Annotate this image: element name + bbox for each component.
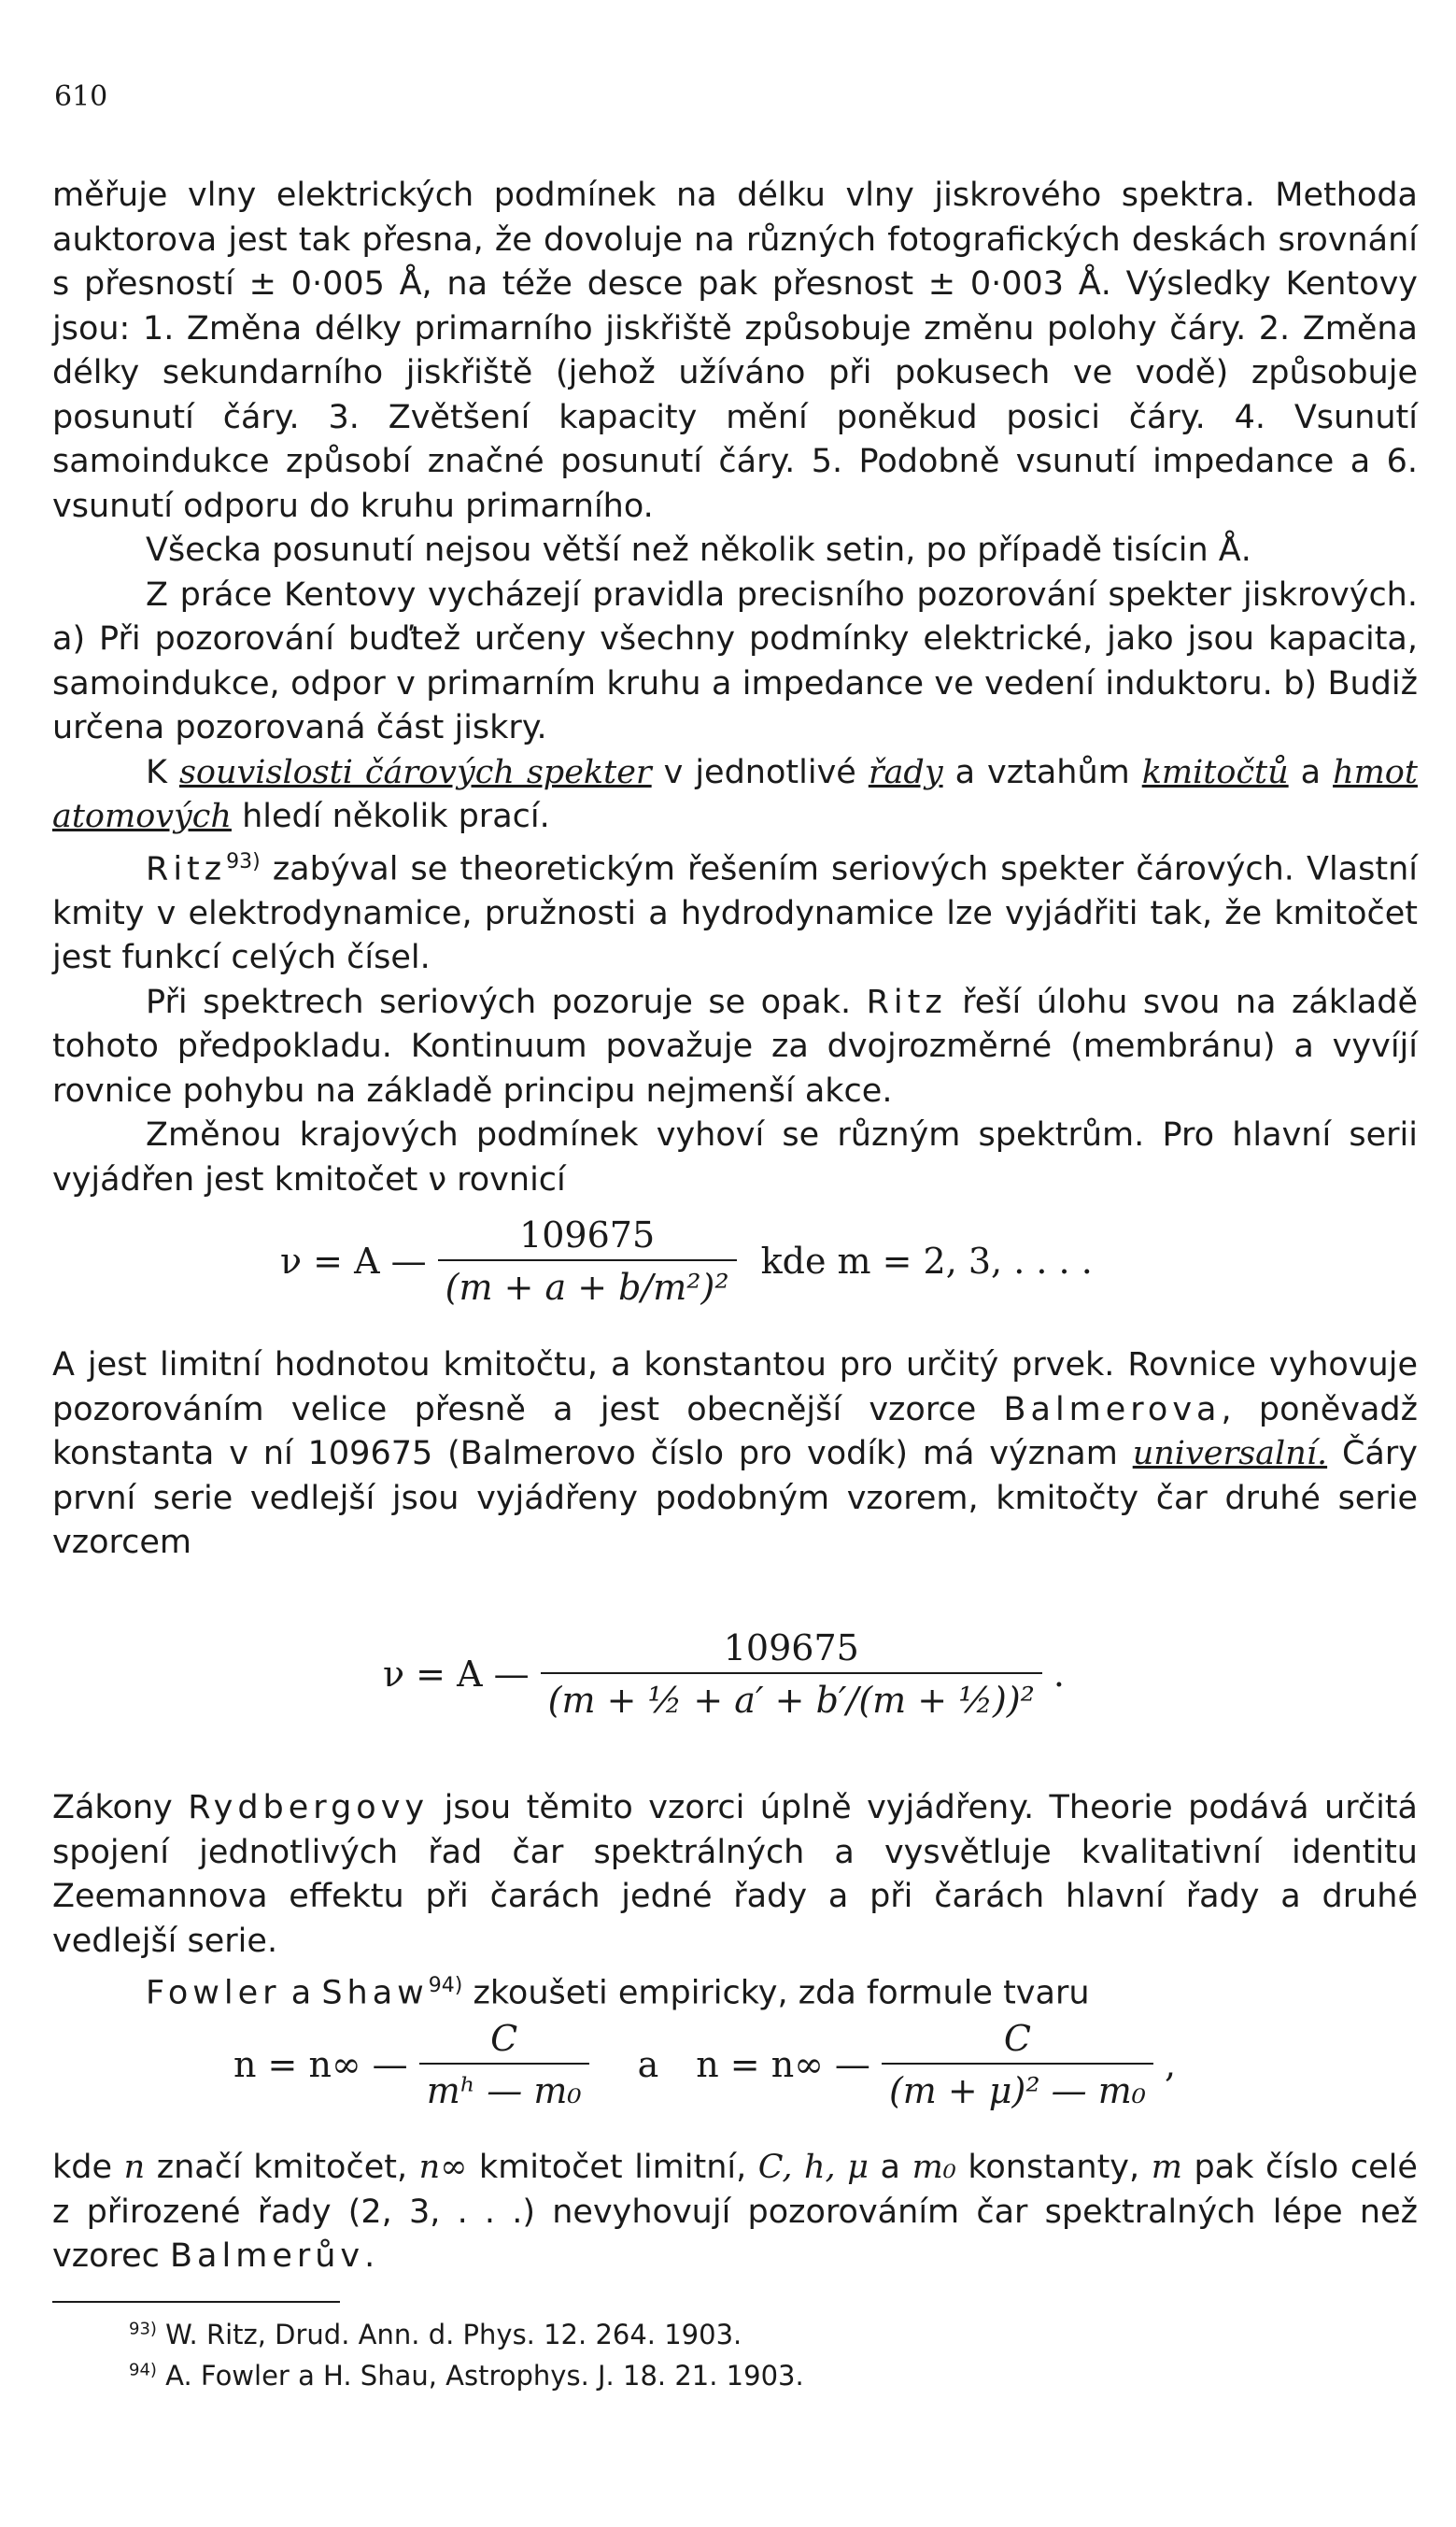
formula3-and: a bbox=[637, 2044, 659, 2085]
p11-n-inf: n∞ bbox=[418, 2149, 468, 2186]
p4-k: K bbox=[146, 753, 167, 791]
paragraph-6 bbox=[52, 981, 1418, 1114]
author-balmer-2: Balmerův bbox=[170, 2237, 365, 2275]
paragraph-9 bbox=[52, 1786, 1418, 1964]
p4-italic-3: kmitočtů bbox=[1141, 753, 1289, 791]
formula-second-series bbox=[383, 1627, 1065, 1721]
p6-text-2: řeší úlohu svou na základě tohoto předpokladu. Kontinuum považuje za dvojrozměrné (membránu) a vyvíjí rovnice pohybu na základě principu nejmenší akce. bbox=[52, 983, 1418, 1110]
footnote-ref-94: 94) bbox=[428, 1974, 463, 1997]
p10-and: a bbox=[290, 1974, 312, 2012]
footnote-94-mark: 94) bbox=[129, 2360, 157, 2380]
author-rydberg: Rydbergovy bbox=[188, 1789, 430, 1826]
formula1-denominator: (m + a + b/m²)² bbox=[438, 1259, 737, 1308]
paragraph-4 bbox=[52, 751, 1418, 840]
paragraph-3: Z práce Kentovy vycházejí pravidla precisního pozorování spekter jiskrových. a) Při pozorování buďtež určeny všechny podmínky elektrické, jako jsou kapacita, samoindukce, odpor v primarním kruhu a impedance ve vedení induktoru. b) Budiž určena pozorovaná část jiskry. bbox=[52, 575, 1418, 746]
footnote-93-text: W. Ritz, Drud. Ann. d. Phys. 12. 264. 1903. bbox=[165, 2319, 742, 2350]
p11-m0: m₀ bbox=[912, 2149, 956, 2186]
footnote-93-mark: 93) bbox=[129, 2319, 157, 2339]
formula1-fraction bbox=[438, 1214, 737, 1308]
p10-text: zkoušeti empiricky, zda formule tvaru bbox=[473, 1974, 1090, 2012]
body-text-middle bbox=[52, 1343, 1418, 1566]
p4-italic-1: souvislosti čárových spekter bbox=[178, 753, 652, 791]
body-text-bottom bbox=[52, 2146, 1418, 2279]
p8-text-1: A jest limitní hodnotou kmitočtu, a konstantou pro určitý prvek. Rovnice vyhovuje pozorováním velice přesně a jest obecnější vzorce bbox=[52, 1346, 1418, 1428]
formula2-numerator: 109675 bbox=[723, 1627, 859, 1668]
formula3-lhs-2: n = n∞ — bbox=[696, 2044, 870, 2085]
formula3-numerator-2: C bbox=[1003, 2018, 1031, 2059]
formula-main-series bbox=[280, 1214, 1093, 1308]
p8-text-2: , poněvadž konstanta v ní 109675 (Balmerovo číslo pro vodík) má význam bbox=[52, 1390, 1418, 1472]
p4-text-1: v jednotlivé bbox=[663, 753, 856, 791]
p11-constants: C, h, μ bbox=[757, 2149, 869, 2186]
paragraph-8 bbox=[52, 1343, 1418, 1566]
p11-n: n bbox=[123, 2149, 146, 2186]
p11-text-2: značí kmitočet, bbox=[156, 2149, 408, 2186]
p4-text-2: a vztahům bbox=[954, 753, 1130, 791]
p11-text-5: konstanty, bbox=[968, 2149, 1140, 2186]
p11-text-3: kmitočet limitní, bbox=[478, 2149, 747, 2186]
p11-text-7: . bbox=[364, 2237, 375, 2275]
author-fowler: Fowler bbox=[146, 1974, 281, 2012]
body-text-top bbox=[52, 174, 1418, 1202]
formula2-fraction bbox=[541, 1627, 1042, 1721]
footnote-ref-93: 93) bbox=[226, 849, 261, 873]
p5-text: zabýval se theoretickým řešením seriových spekter čárových. Vlastní kmity v elektrodynamice, pružnosti a hydrodynamice lze vyjádřiti tak, že kmitočet jest funkcí celých čísel. bbox=[52, 850, 1418, 977]
formula3-tail: , bbox=[1164, 2044, 1177, 2085]
formula3-denominator-1: mʰ — m₀ bbox=[419, 2063, 589, 2111]
p8-italic: universalní. bbox=[1132, 1435, 1328, 1472]
p11-text-6: pak číslo celé z přirozené řady (2, 3, . . .) nevyhovují pozorováním čar spektralných lépe než vzorec bbox=[52, 2149, 1418, 2275]
formula3-fraction-1 bbox=[419, 2018, 589, 2111]
p4-italic-4: hmot atomových bbox=[52, 753, 1418, 835]
paragraph-1: měřuje vlny elektrických podmínek na délku vlny jiskrového spektra. Methoda auktorova jest tak přesna, že dovoluje na různých fotografických deskách srovnání s přesností ± 0·005 Å, na téže desce pak přesnost ± 0·003 Å. Výsledky Kentovy jsou: 1. Změna délky primarního jiskřiště způsobuje změnu polohy čáry. 2. Změna délky sekundarního jiskřiště (jehož užíváno při pokusech ve vodě) způsobuje posunutí čáry. 3. Zvětšení kapacity mění poněkud posici čáry. 4. Vsunutí samoindukce způsobí značné posunutí čáry. 5. Podobně vsunutí impedance a 6. vsunutí odporu do kruhu primarního. bbox=[52, 177, 1418, 525]
formula1-numerator: 109675 bbox=[519, 1214, 656, 1256]
footnote-94-text: A. Fowler a H. Shau, Astrophys. J. 18. 21. 1903. bbox=[165, 2360, 804, 2392]
p4-text-3: a bbox=[1300, 753, 1322, 791]
p11-m: m bbox=[1151, 2149, 1182, 2186]
p9-text-2: jsou těmito vzorci úplně vyjádřeny. Theorie podává určitá spojení jednotlivých řad čar spektrálných a vysvětluje kvalitativní identitu Zeemannova effektu při čarách jedné řady a při čarách hlavní řady a druhé vedlejší serie. bbox=[52, 1789, 1418, 1960]
paragraph-7: Změnou krajových podmínek vyhoví se různým spektrům. Pro hlavní serii vyjádřen jest kmitočet ν rovnicí bbox=[52, 1116, 1418, 1199]
p11-text-4: a bbox=[880, 2149, 900, 2186]
p4-italic-2: řady bbox=[868, 753, 943, 791]
footnote-93 bbox=[129, 2319, 742, 2350]
p11-text-1: kde bbox=[52, 2149, 113, 2186]
author-ritz: Ritz bbox=[146, 850, 227, 888]
formula3-numerator-1: C bbox=[490, 2018, 518, 2059]
footnote-94 bbox=[129, 2360, 804, 2392]
p9-text-1: Zákony bbox=[52, 1789, 173, 1826]
formula2-lhs: ν = A — bbox=[383, 1654, 530, 1695]
page-number: 610 bbox=[54, 80, 108, 113]
p8-text-3: Čáry první serie vedlejší jsou vyjádřeny podobným vzorem, kmitočty čar druhé serie vzorcem bbox=[52, 1435, 1418, 1561]
formula1-lhs: ν = A — bbox=[280, 1241, 427, 1282]
author-ritz-2: Ritz bbox=[866, 983, 947, 1021]
formula3-lhs-1: n = n∞ — bbox=[233, 2044, 408, 2085]
footnote-divider bbox=[52, 2301, 340, 2303]
formula2-tail: . bbox=[1053, 1654, 1066, 1695]
formula3-denominator-2: (m + μ)² — m₀ bbox=[882, 2063, 1153, 2111]
p4-text-4: hledí několik prací. bbox=[242, 798, 550, 835]
paragraph-5 bbox=[52, 840, 1418, 981]
formula3-fraction-2 bbox=[882, 2018, 1153, 2111]
author-shaw: Shaw bbox=[321, 1974, 429, 2012]
formula1-tail: kde m = 2, 3, . . . . bbox=[760, 1241, 1093, 1282]
formula2-denominator: (m + ½ + a′ + b′/(m + ½))² bbox=[541, 1672, 1042, 1721]
body-text-lower bbox=[52, 1786, 1418, 2016]
author-balmer: Balmerova bbox=[1003, 1390, 1222, 1428]
formula-fowler-shaw bbox=[233, 2018, 1176, 2111]
paragraph-11 bbox=[52, 2146, 1418, 2279]
paragraph-2: Všecka posunutí nejsou větší než několik setin, po případě tisícin Å. bbox=[146, 532, 1251, 569]
paragraph-10 bbox=[52, 1964, 1418, 2016]
p6-text-1: Při spektrech seriových pozoruje se opak. bbox=[146, 983, 852, 1021]
